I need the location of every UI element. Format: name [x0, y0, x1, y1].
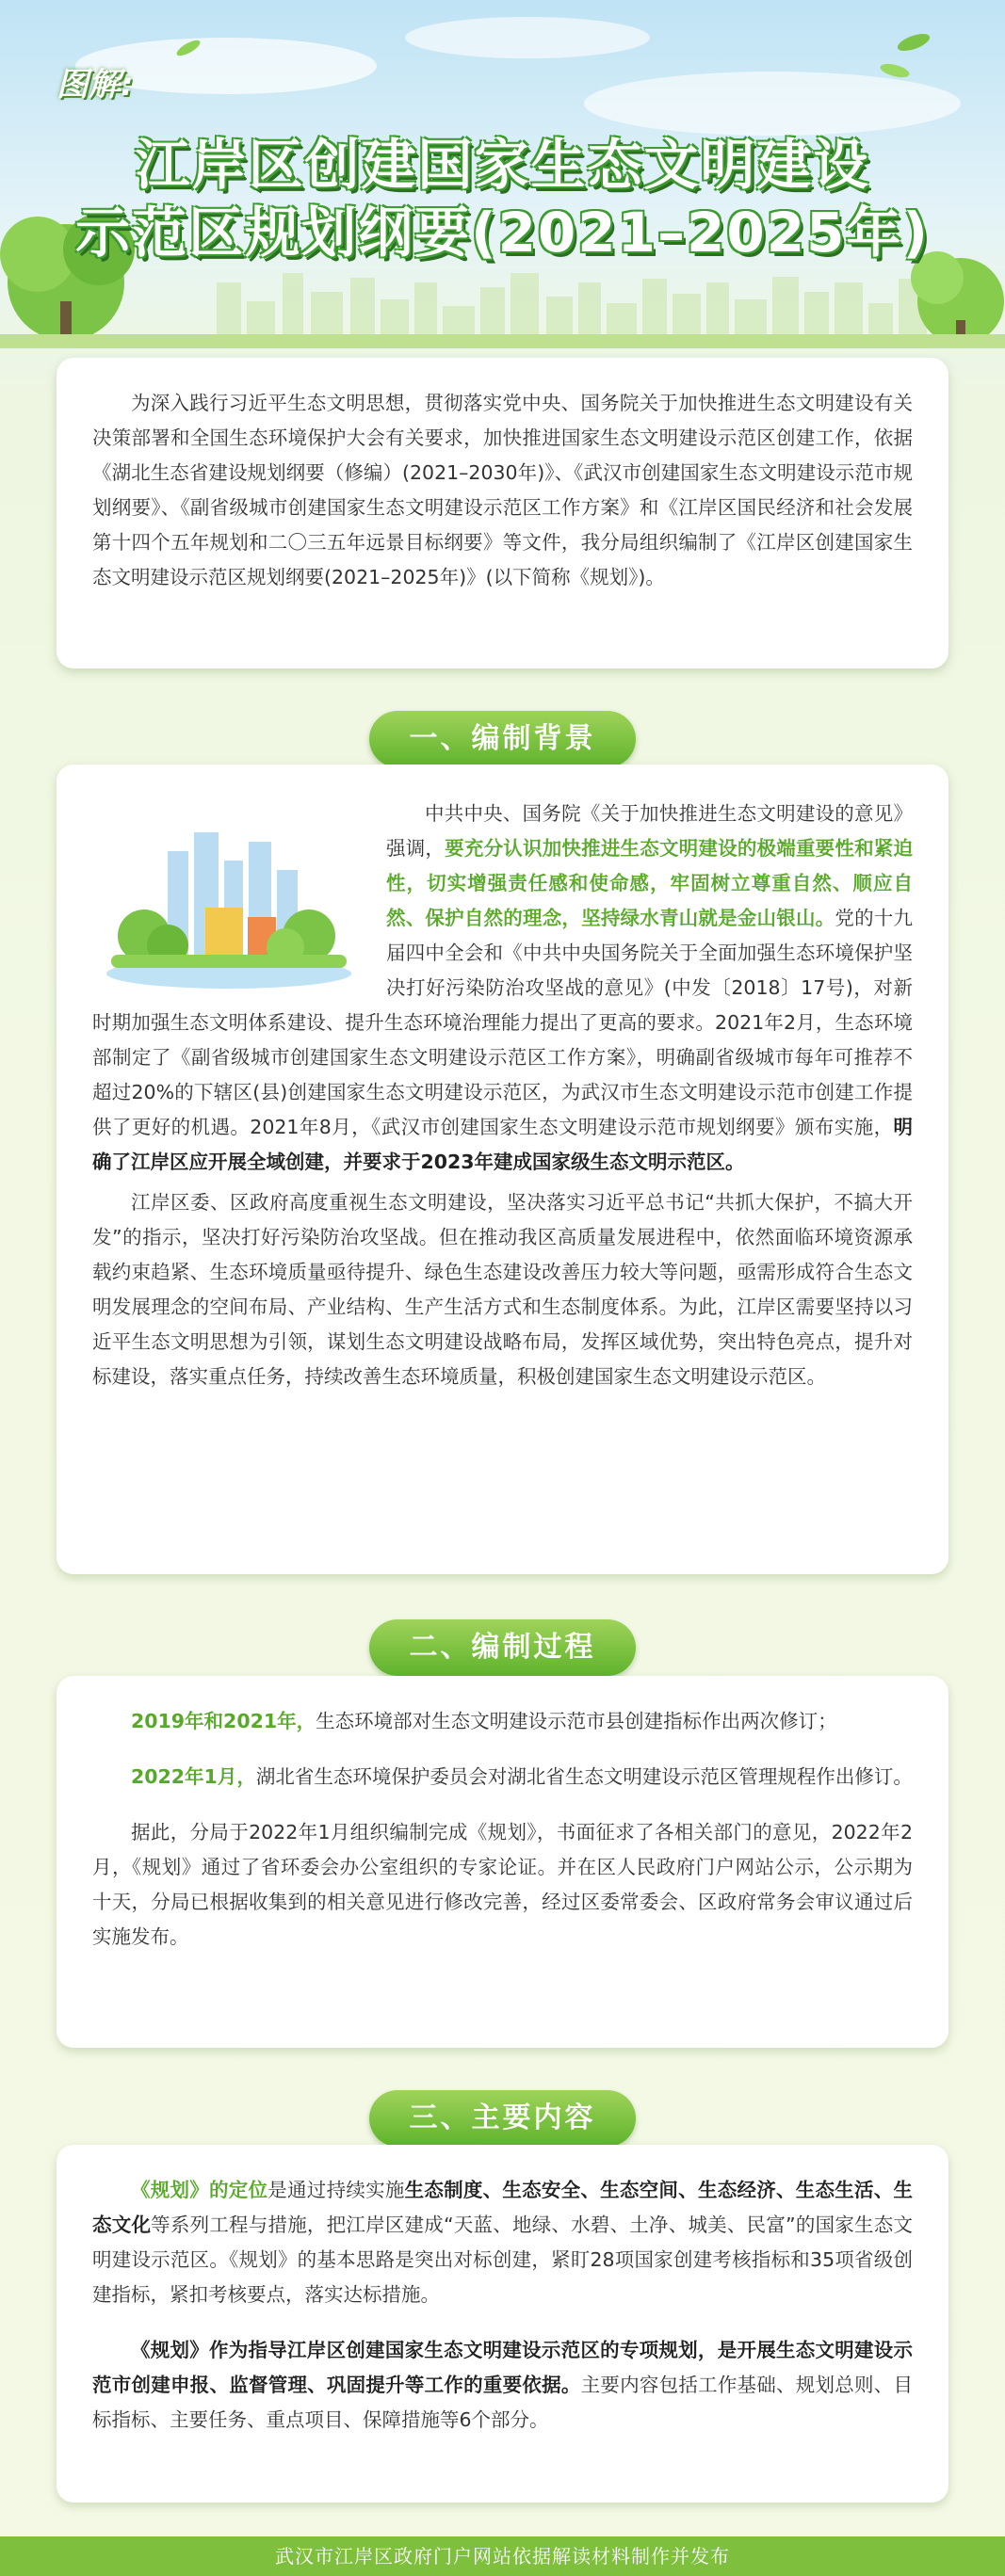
page-title-line2: 示范区规划纲要(2021–2025年)	[75, 201, 930, 265]
content-eco-list: 生态制度、生态安全、生态空间、生态经济、生态生活、生态文化	[92, 2179, 914, 2236]
section2-title: 二、编制过程	[369, 1619, 636, 1676]
intro-card	[57, 358, 948, 668]
process-item-1	[92, 1704, 913, 1739]
section1-text-a: 中共中央、国务院《关于加快推进生态文明建设的意见》强调，	[386, 802, 913, 860]
process-item-2	[92, 1760, 913, 1795]
section1-title: 一、编制背景	[369, 711, 636, 767]
content-text-f: 主要内容包括工作基础、规划总则、目标指标、主要任务、重点项目、保障措施等6个部分。	[92, 2374, 914, 2431]
section3-card	[57, 2145, 948, 2503]
section1-text-c: 党的十九届四中全会和《中共中央国务院关于全面加强生态环境保护坚决打好污染防治攻坚战的意见》(中发〔2018〕17号)，对新时期加强生态文明体系建设、提升生态环境治理能力提出了更高的要求。2021年2月，生态环境部制定了《副省级城市创建国家生态文明建设示范区工作方案》，明确副省级城市每年可推荐不超过20%的下辖区(县)创建国家生态文明建设示范区，为武汉市生态文明建设示范市创建工作提供了更好的机遇。2021年8月，《武汉市创建国家生态文明建设示范市规划纲要》颁布实施，	[92, 907, 914, 1138]
content-paragraph1	[92, 2173, 913, 2312]
process-date-1: 2019年和2021年，	[131, 1710, 316, 1732]
content-positioning-label: 《规划》的定位	[131, 2179, 268, 2201]
leaf-icon	[170, 38, 207, 58]
leaf-icon	[876, 60, 914, 81]
footer-note: 武汉市江岸区政府门户网站依据解读材料制作并发布	[0, 2536, 1005, 2576]
section1-highlight: 要充分认识加快推进生态文明建设的极端重要性和紧迫性，切实增强责任感和使命感，牢固树立尊重自然、顺应自然、保护自然的理念，坚持绿水青山就是金山银山。	[386, 837, 914, 929]
page-title-line1: 江岸区创建国家生态文明建设	[135, 133, 870, 197]
process-item-3: 据此，分局于2022年1月组织编制完成《规划》，书面征求了各相关部门的意见，2022年2月，《规划》通过了省环委会办公室组织的专家论证。并在区人民政府门户网站公示，公示期为十天，分局已根据收集到的相关意见进行修改完善，经过区委常委会、区政府常务会审议通过后实施发布。	[92, 1821, 913, 1948]
content-paragraph2	[92, 2333, 913, 2438]
leaf-icon	[895, 32, 932, 53]
section1-paragraph2: 江岸区委、区政府高度重视生态文明建设，坚决落实习近平总书记“共抓大保护，不搞大开发”的指示，坚决打好污染防治攻坚战。但在推动我区高质量发展进程中，依然面临环境资源承载约束趋紧、生态环境质量亟待提升、绿色生态建设改善压力较大等问题，亟需形成符合生态文明发展理念的空间布局、产业结构、生产生活方式和生态制度体系。为此，江岸区需要坚持以习近平生态文明思想为引领，谋划生态文明建设战略布局，发挥区域优势，突出特色亮点，提升对标建设，落实重点任务，持续改善生态环境质量，积极创建国家生态文明建设示范区。	[92, 1191, 913, 1388]
process-text-1: 生态环境部对生态文明建设示范市县创建指标作出两次修订；	[316, 1710, 837, 1732]
eco-city-illustration	[92, 804, 365, 997]
section2-card	[57, 1676, 948, 2048]
section1-emphasis: 明确了江岸区应开展全域创建，并要求于2023年建成国家级生态文明示范区。	[92, 1116, 913, 1173]
content-emphasis: 《规划》作为指导江岸区创建国家生态文明建设示范区的专项规划，是开展生态文明建设示范市创建申报、监督管理、巩固提升等工作的重要依据。	[92, 2339, 913, 2396]
header-tag: 图解:	[57, 66, 134, 104]
section3-title: 三、主要内容	[369, 2090, 636, 2147]
content-text-d: 等系列工程与措施，把江岸区建成“天蓝、地绿、水碧、土净、城美、民富”的国家生态文明建设示范区。《规划》的基本思路是突出对标创建，紧盯28项国家创建考核指标和35项省级创建指标，紧扣考核要点，落实达标措施。	[92, 2214, 913, 2306]
hero-banner	[0, 0, 1005, 348]
content-text-b: 是通过持续实施	[267, 2179, 405, 2201]
section1-card	[57, 765, 948, 1574]
process-date-2: 2022年1月，	[131, 1765, 256, 1788]
intro-paragraph: 为深入践行习近平生态文明思想，贯彻落实党中央、国务院关于加快推进生态文明建设有关决策部署和全国生态环境保护大会有关要求，加快推进国家生态文明建设示范区创建工作，依据《湖北生态省建设规划纲要（修编）(2021–2030年)》、《武汉市创建国家生态文明建设示范市规划纲要》、《副省级城市创建国家生态文明建设示范区工作方案》和《江岸区国民经济和社会发展第十四个五年规划和二〇三五年远景目标纲要》等文件，我分局组织编制了《江岸区创建国家生态文明建设示范区规划纲要(2021–2025年)》(以下简称《规划》)。	[92, 392, 913, 588]
process-text-2: 湖北省生态环境保护委员会对湖北省生态文明建设示范区管理规程作出修订。	[255, 1765, 913, 1788]
